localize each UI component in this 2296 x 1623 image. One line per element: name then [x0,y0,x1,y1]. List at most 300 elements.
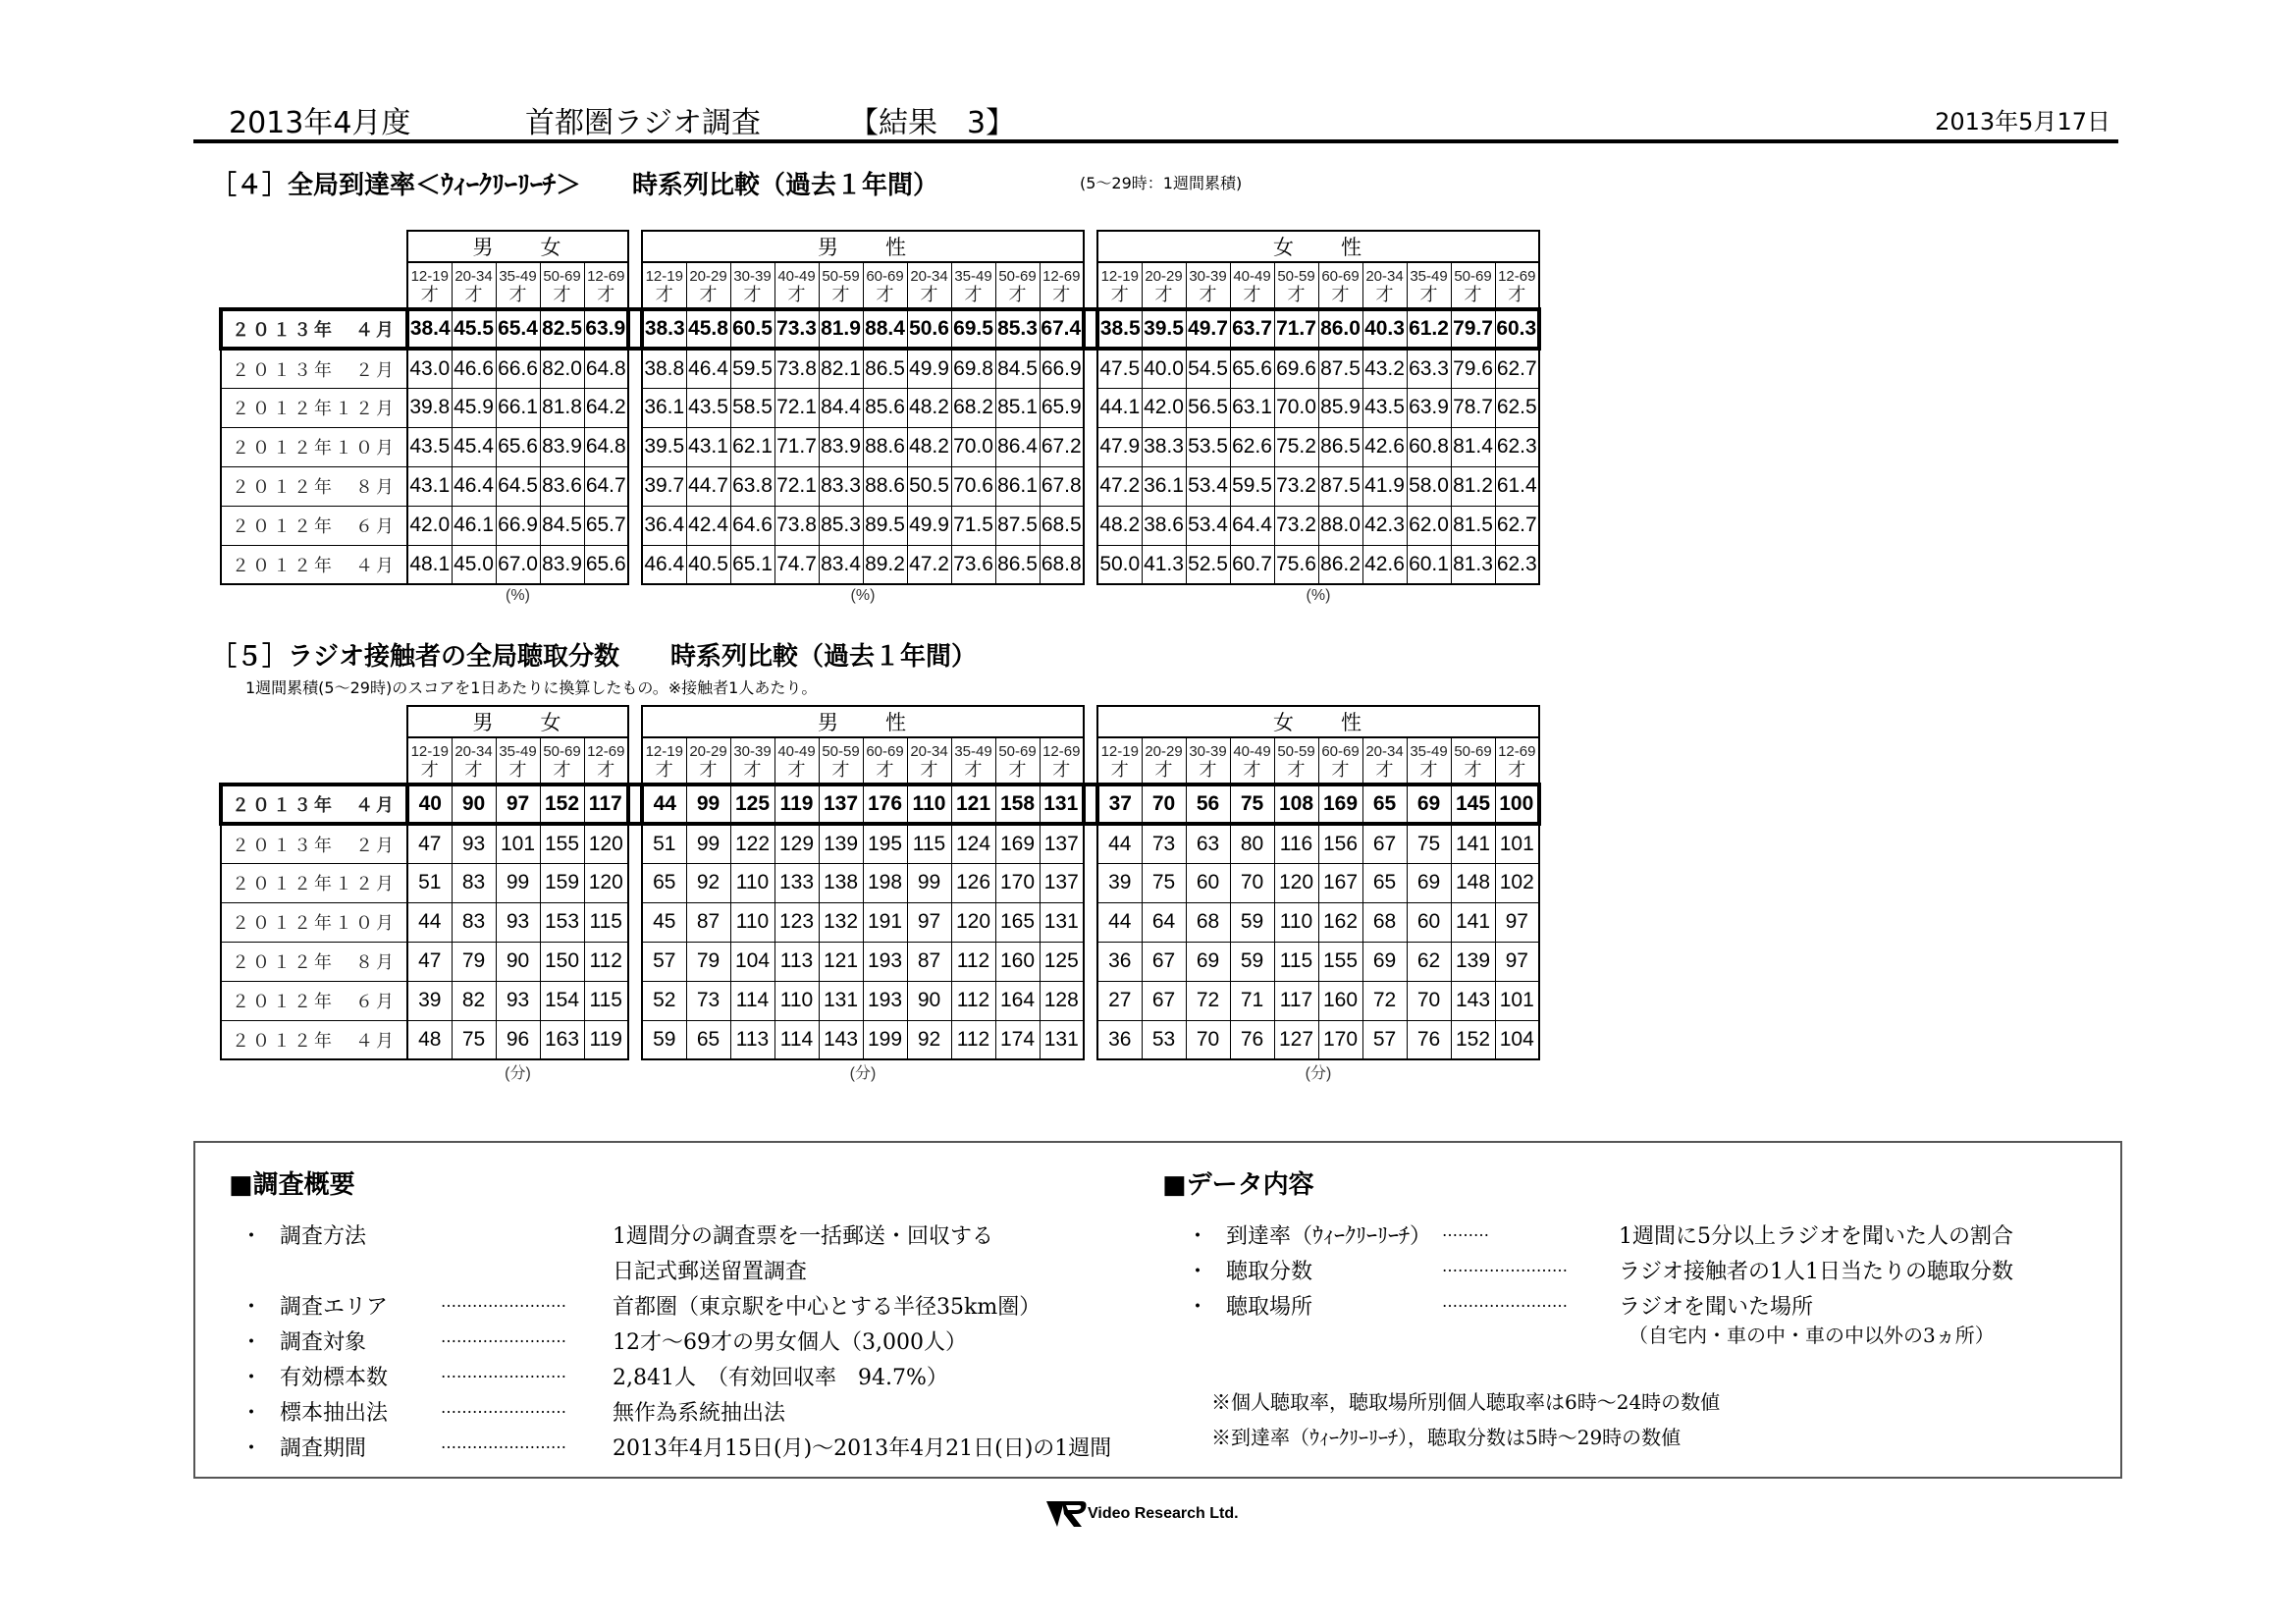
table-cell: 96 [496,1020,540,1059]
age-range: 50-59 [1277,267,1315,285]
table-cell: 60.7 [1230,545,1274,584]
table-cell: 50.6 [907,309,951,349]
summary-item-label: 到達率（ｳｨｰｸﾘｰﾘｰﾁ） [1226,1224,1432,1249]
age-header [1097,262,1142,309]
table-cell: 112 [951,981,995,1020]
table-cell: 121 [951,784,995,824]
table-cell: 83 [452,902,496,942]
table-row [221,388,1539,427]
table-cell: 39 [1097,863,1142,902]
table-cell: 176 [863,784,907,824]
table-cell: 115 [584,981,628,1020]
table-cell: 119 [774,784,819,824]
table-cell: 38.3 [1142,427,1186,466]
age-unit: 才 [699,759,718,780]
table-cell: 148 [1451,863,1495,902]
table-row [221,902,1539,942]
table-cell: 127 [1274,1020,1318,1059]
table-cell: 58.0 [1407,466,1451,506]
table-cell: 97 [496,784,540,824]
summary-leader-dots: ……… [1442,1221,1489,1240]
age-header [1495,737,1539,784]
table-cell: 81.4 [1451,427,1495,466]
table-cell: 47 [407,942,452,981]
summary-item-label: 有効標本数 [280,1366,389,1390]
table-cell: 114 [774,1020,819,1059]
table-cell: 155 [540,824,584,863]
age-range: 20-34 [910,742,948,760]
age-unit: 才 [787,759,806,780]
age-header [1318,262,1362,309]
age-unit: 才 [1199,284,1217,304]
summary-leader-dots: …………………… [1442,1292,1568,1311]
table-cell: 44 [1097,902,1142,942]
table-cell: 43.1 [407,466,452,506]
table-cell: 73.8 [774,349,819,388]
table-cell: 164 [995,981,1040,1020]
table-row [221,863,1539,902]
table-cell: 56 [1186,784,1230,824]
table-cell: 48.2 [907,388,951,427]
table-cell: 73.6 [951,545,995,584]
table-cell: 64.7 [584,466,628,506]
age-header [540,737,584,784]
age-unit: 才 [1464,284,1482,304]
table-cell: 60.3 [1495,309,1539,349]
table-cell: 110 [907,784,951,824]
age-header [863,262,907,309]
age-unit: 才 [1110,759,1129,780]
table-cell: 38.3 [642,309,686,349]
table-cell: 112 [584,942,628,981]
table-cell: 93 [496,902,540,942]
age-header-row [221,262,1539,309]
table-cell: 64.5 [496,466,540,506]
table-cell: 51 [642,824,686,863]
unit-label: (分) [849,1065,877,1082]
age-header [1362,737,1407,784]
table-cell: 131 [1040,902,1084,942]
table-cell: 79 [452,942,496,981]
age-header [951,262,995,309]
table-cell: 101 [1495,824,1539,863]
age-range: 50-69 [998,742,1037,760]
table-cell: 46.6 [452,349,496,388]
table-cell: 101 [1495,981,1539,1020]
table-cell: 115 [584,902,628,942]
age-unit: 才 [420,284,439,304]
age-header [819,262,863,309]
age-range: 20-29 [689,267,727,285]
table-cell: 67.8 [1040,466,1084,506]
table-cell: 63.8 [730,466,774,506]
table-cell: 72.1 [774,466,819,506]
summary-item-value: 日記式郵送留置調査 [613,1260,808,1284]
table-cell: 41.3 [1142,545,1186,584]
table-cell: 74.7 [774,545,819,584]
table-cell: 56.5 [1186,388,1230,427]
table-cell: 47.2 [907,545,951,584]
table-cell: 75.6 [1274,545,1318,584]
table-cell: 62.6 [1230,427,1274,466]
table-cell: 87.5 [1318,349,1362,388]
table-cell: 27 [1097,981,1142,1020]
table-cell: 193 [863,942,907,981]
table-cell: 104 [730,942,774,981]
row-period-label: ２０１３年 ２月 [221,824,407,863]
table-cell: 87 [686,902,730,942]
table-cell: 39.5 [642,427,686,466]
age-unit: 才 [1375,284,1394,304]
age-header [774,737,819,784]
row-period-label: ２０１２年 ４月 [221,545,407,584]
row-period-label: ２０１３年 ４月 [221,309,407,349]
table-cell: 59 [1230,942,1274,981]
age-header [1186,737,1230,784]
table-cell: 38.8 [642,349,686,388]
age-header [452,262,496,309]
age-range: 12-69 [1042,742,1081,760]
summary-bullet: ・ [1187,1260,1209,1284]
age-range: 30-39 [1189,742,1227,760]
table-cell: 46.1 [452,506,496,545]
table-cell: 60 [1186,863,1230,902]
age-header [407,262,452,309]
age-range: 50-59 [822,267,860,285]
table-cell: 137 [1040,863,1084,902]
table-cell: 66.6 [496,349,540,388]
table-cell: 73.2 [1274,466,1318,506]
table-cell: 86.5 [1318,427,1362,466]
age-unit: 才 [920,759,938,780]
table-cell: 66.9 [496,506,540,545]
table-cell: 65.9 [1040,388,1084,427]
table-cell: 48.2 [907,427,951,466]
age-unit: 才 [1243,284,1261,304]
age-header [584,262,628,309]
video-research-logo-icon [1044,1497,1088,1531]
age-unit: 才 [1052,284,1071,304]
reach-table [219,230,1541,606]
table-cell: 45.9 [452,388,496,427]
table-cell: 83.9 [540,427,584,466]
age-unit: 才 [1331,759,1350,780]
row-period-label: ２０１２年 ８月 [221,466,407,506]
table-cell: 97 [1495,942,1539,981]
table-cell: 121 [819,942,863,981]
age-unit: 才 [831,759,850,780]
age-range: 35-49 [1410,267,1448,285]
table-cell: 38.4 [407,309,452,349]
table-cell: 47.5 [1097,349,1142,388]
table-cell: 59 [1230,902,1274,942]
table-row [221,784,1539,824]
table-cell: 60.5 [730,309,774,349]
age-range: 35-49 [954,267,992,285]
age-unit: 才 [1110,284,1129,304]
age-range: 35-49 [499,742,537,760]
table-cell: 131 [1040,1020,1084,1059]
table-cell: 100 [1495,784,1539,824]
table-cell: 92 [907,1020,951,1059]
table-cell: 39.5 [1142,309,1186,349]
table-cell: 82.5 [540,309,584,349]
table-cell: 47.9 [1097,427,1142,466]
row-period-label: ２０１３年 ２月 [221,349,407,388]
table-cell: 48.1 [407,545,452,584]
row-period-label: ２０１２年１２月 [221,863,407,902]
table-cell: 45.8 [686,309,730,349]
table-cell: 102 [1495,863,1539,902]
table-cell: 75 [1230,784,1274,824]
age-unit: 才 [1375,759,1394,780]
table-cell: 50.5 [907,466,951,506]
table-cell: 160 [1318,981,1362,1020]
summary-item-value: 1週間分の調査票を一括郵送・回収する [613,1224,993,1249]
age-header [407,737,452,784]
table-cell: 48 [407,1020,452,1059]
table-cell: 160 [995,942,1040,981]
age-header [774,262,819,309]
table-cell: 40.0 [1142,349,1186,388]
table-cell: 69.5 [951,309,995,349]
table-row [221,545,1539,584]
summary-item-value: ラジオ接触者の1人1日当たりの聴取分数 [1619,1260,2013,1284]
table-cell: 97 [907,902,951,942]
table-cell: 137 [819,784,863,824]
table-cell: 86.2 [1318,545,1362,584]
age-unit: 才 [1287,759,1306,780]
report-title: 首都圏ラジオ調査 [525,106,761,140]
table-cell: 53.4 [1186,466,1230,506]
table-cell: 62 [1407,942,1451,981]
table-cell: 159 [540,863,584,902]
table-cell: 81.2 [1451,466,1495,506]
summary-leader-dots: …………………… [441,1398,566,1417]
table-cell: 60.8 [1407,427,1451,466]
note-listening-rate: ※個人聴取率，聴取場所別個人聴取率は6時～24時の数値 [1211,1390,1721,1414]
age-range: 60-69 [866,742,904,760]
table-cell: 153 [540,902,584,942]
document-header [193,92,2118,143]
table-cell: 42.0 [407,506,452,545]
table-cell: 86.5 [863,349,907,388]
table-row [221,981,1539,1020]
age-unit: 才 [876,759,894,780]
table-cell: 129 [774,824,819,863]
age-header [584,737,628,784]
group-header: 男 女 [407,706,628,737]
table-cell: 39 [407,981,452,1020]
table-cell: 113 [774,942,819,981]
table-cell: 67 [1142,981,1186,1020]
table-cell: 71 [1230,981,1274,1020]
table-cell: 112 [951,1020,995,1059]
age-unit: 才 [553,759,571,780]
table-cell: 71.5 [951,506,995,545]
age-range: 12-69 [587,267,625,285]
row-period-label: ２０１３年 ４月 [221,784,407,824]
table-cell: 73.3 [774,309,819,349]
table-cell: 110 [730,902,774,942]
table-cell: 38.6 [1142,506,1186,545]
table-cell: 54.5 [1186,349,1230,388]
table-cell: 66.9 [1040,349,1084,388]
age-unit: 才 [1008,284,1027,304]
table-cell: 83.6 [540,466,584,506]
table-cell: 44 [642,784,686,824]
table-cell: 113 [730,1020,774,1059]
age-header [452,737,496,784]
age-unit: 才 [1008,759,1027,780]
age-unit: 才 [553,284,571,304]
table-cell: 158 [995,784,1040,824]
summary-leader-dots: …………………… [441,1434,566,1452]
table-cell: 112 [951,942,995,981]
table-row [221,942,1539,981]
summary-item-value: 2,841人 （有効回収率 94.7%） [613,1366,948,1390]
section4-note: (5～29時：1週間累積) [1080,174,1243,192]
table-cell: 67 [1142,942,1186,981]
table-cell: 156 [1318,824,1362,863]
table-cell: 60 [1407,902,1451,942]
age-header [819,737,863,784]
table-cell: 57 [642,942,686,981]
age-unit: 才 [464,284,483,304]
table-cell: 143 [1451,981,1495,1020]
table-cell: 83 [452,863,496,902]
table-cell: 89.2 [863,545,907,584]
table-cell: 87.5 [995,506,1040,545]
age-unit: 才 [787,284,806,304]
table-cell: 124 [951,824,995,863]
unit-row [221,584,1539,606]
age-range: 60-69 [1321,742,1360,760]
age-range: 60-69 [1321,267,1360,285]
age-range: 35-49 [954,742,992,760]
age-range: 50-69 [1454,742,1492,760]
table-cell: 53.4 [1186,506,1230,545]
age-range: 12-19 [1100,742,1139,760]
table-cell: 84.5 [540,506,584,545]
age-range: 40-49 [777,742,816,760]
survey-summary-box [193,1141,2122,1479]
table-cell: 163 [540,1020,584,1059]
age-header [1495,262,1539,309]
table-cell: 120 [584,863,628,902]
age-header [686,737,730,784]
table-cell: 53.5 [1186,427,1230,466]
age-header [1230,262,1274,309]
table-cell: 51 [407,863,452,902]
table-cell: 68 [1362,902,1407,942]
table-cell: 93 [452,824,496,863]
age-range: 20-34 [910,267,948,285]
age-range: 12-69 [1498,742,1536,760]
table-cell: 63.7 [1230,309,1274,349]
age-unit: 才 [743,284,762,304]
summary-bullet: ・ [1187,1295,1209,1320]
row-period-label: ２０１２年１２月 [221,388,407,427]
table-cell: 90 [452,784,496,824]
table-cell: 90 [907,981,951,1020]
table-cell: 99 [907,863,951,902]
age-unit: 才 [1508,284,1526,304]
table-cell: 36.1 [1142,466,1186,506]
age-unit: 才 [1419,284,1438,304]
table-cell: 68.8 [1040,545,1084,584]
table-cell: 64.2 [584,388,628,427]
table-cell: 76 [1407,1020,1451,1059]
table-cell: 42.0 [1142,388,1186,427]
table-cell: 191 [863,902,907,942]
table-cell: 46.4 [452,466,496,506]
age-header [1230,737,1274,784]
table-cell: 67.0 [496,545,540,584]
row-period-label: ２０１２年１０月 [221,902,407,942]
table-cell: 65.6 [496,427,540,466]
group-header-row [221,231,1539,262]
age-range: 50-69 [543,742,581,760]
company-logo [1044,1497,1239,1531]
age-header [951,737,995,784]
table-cell: 169 [1318,784,1362,824]
table-cell: 99 [496,863,540,902]
table-cell: 59.5 [730,349,774,388]
table-cell: 81.9 [819,309,863,349]
age-header [863,737,907,784]
table-cell: 90 [496,942,540,981]
report-result-label: 【結果 3】 [849,106,1016,140]
age-unit: 才 [508,759,527,780]
age-header [1451,262,1495,309]
age-unit: 才 [1508,759,1526,780]
table-cell: 46.4 [686,349,730,388]
table-cell: 83.3 [819,466,863,506]
table-cell: 85.3 [995,309,1040,349]
age-header [540,262,584,309]
table-cell: 195 [863,824,907,863]
age-unit: 才 [831,284,850,304]
table-cell: 117 [1274,981,1318,1020]
listening-place-detail: （自宅内・車の中・車の中以外の3ヵ所） [1629,1324,1995,1347]
table-cell: 70 [1407,981,1451,1020]
table-cell: 36 [1097,942,1142,981]
table-cell: 47 [407,824,452,863]
age-range: 30-39 [733,267,772,285]
table-cell: 71.7 [774,427,819,466]
table-cell: 65 [686,1020,730,1059]
summary-item-label: 調査方法 [280,1224,367,1249]
table-cell: 117 [584,784,628,824]
table-row [221,466,1539,506]
table-cell: 83.9 [540,545,584,584]
table-cell: 84.5 [995,349,1040,388]
table-cell: 145 [1451,784,1495,824]
table-cell: 75 [1142,863,1186,902]
table-cell: 44 [1097,824,1142,863]
age-range: 20-29 [1145,267,1183,285]
age-header [730,737,774,784]
note-reach: ※到達率（ｳｨｰｸﾘｰﾘｰﾁ），聴取分数は5時～29時の数値 [1211,1426,1682,1449]
group-header: 女 性 [1097,706,1539,737]
table-cell: 62.7 [1495,349,1539,388]
age-header [730,262,774,309]
table-row [221,1020,1539,1059]
table-cell: 65 [1362,784,1407,824]
age-unit: 才 [1419,759,1438,780]
table-cell: 43.1 [686,427,730,466]
